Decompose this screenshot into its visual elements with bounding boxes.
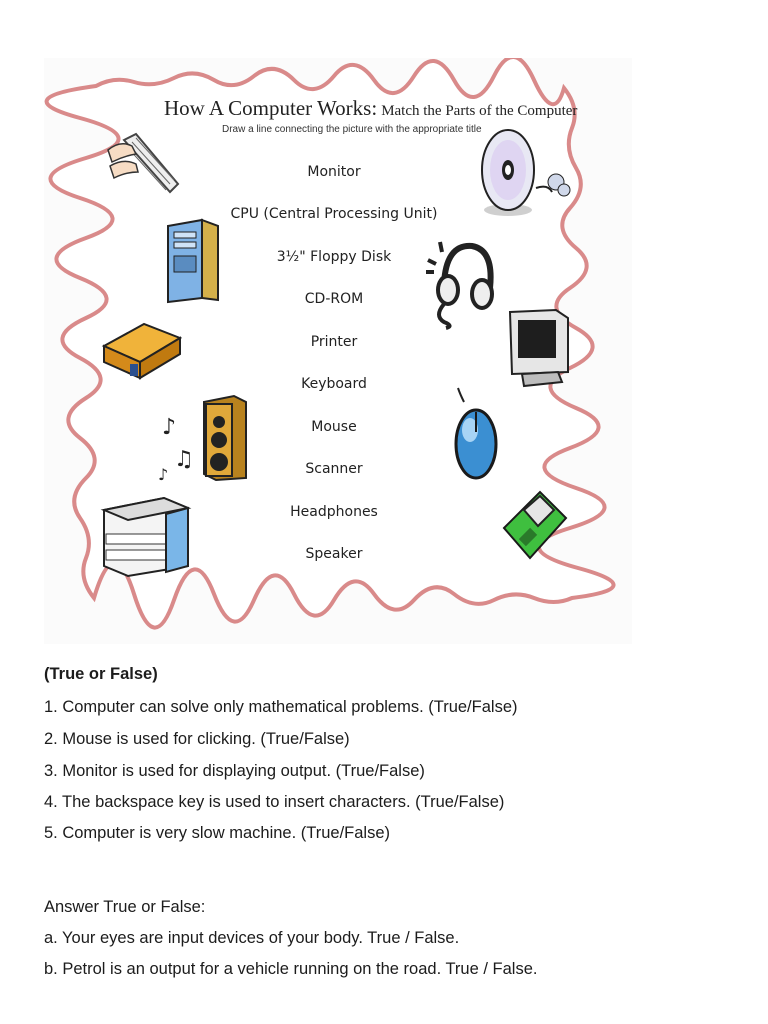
term-mouse: Mouse: [311, 419, 357, 435]
question-5: 5. Computer is very slow machine. (True/False): [44, 824, 390, 842]
term-keyboard: Keyboard: [301, 376, 367, 392]
term-headphones: Headphones: [290, 504, 378, 520]
matching-worksheet-image: [44, 58, 632, 644]
floppy-disk-icon: [500, 488, 570, 564]
scanner-icon: [100, 320, 182, 380]
term-printer: Printer: [310, 334, 358, 350]
section2-heading: Answer True or False:: [44, 898, 206, 916]
term-cdrom: CD-ROM: [304, 291, 364, 307]
term-cpu: CPU (Central Processing Unit): [230, 206, 438, 222]
keyboard-icon: [106, 132, 182, 208]
question-b: b. Petrol is an output for a vehicle running on the road. True / False.: [44, 960, 538, 978]
question-4: 4. The backspace key is used to insert characters. (True/False): [44, 793, 505, 811]
cpu-tower-icon: [164, 216, 222, 304]
term-scanner: Scanner: [305, 461, 363, 477]
cd-rom-icon: [476, 126, 572, 216]
question-2: 2. Mouse is used for clicking. (True/False): [44, 730, 350, 748]
monitor-icon: [506, 308, 572, 390]
term-speaker: Speaker: [305, 546, 363, 562]
svg-text:♫: ♫: [174, 447, 194, 472]
worksheet-title-sub: Match the Parts of the Computer: [381, 103, 578, 119]
printer-icon: [98, 494, 192, 578]
section1-heading: (True or False): [44, 665, 158, 683]
headphones-icon: [424, 238, 496, 330]
mouse-icon: [446, 384, 502, 484]
speaker-icon: [156, 394, 252, 484]
question-a: a. Your eyes are input devices of your body. True / False.: [44, 929, 460, 947]
svg-text:♪: ♪: [158, 465, 169, 484]
question-1: 1. Computer can solve only mathematical problems. (True/False): [44, 698, 518, 716]
svg-text:♪: ♪: [162, 415, 177, 440]
worksheet-title: [164, 96, 584, 121]
worksheet-instruction: Draw a line connecting the picture with the appropriate title: [222, 124, 482, 135]
worksheet-title-main: How A Computer Works:: [164, 96, 378, 120]
term-monitor: Monitor: [307, 164, 361, 180]
question-3: 3. Monitor is used for displaying output. (True/False): [44, 762, 425, 780]
term-floppy: 3½" Floppy Disk: [276, 249, 392, 265]
